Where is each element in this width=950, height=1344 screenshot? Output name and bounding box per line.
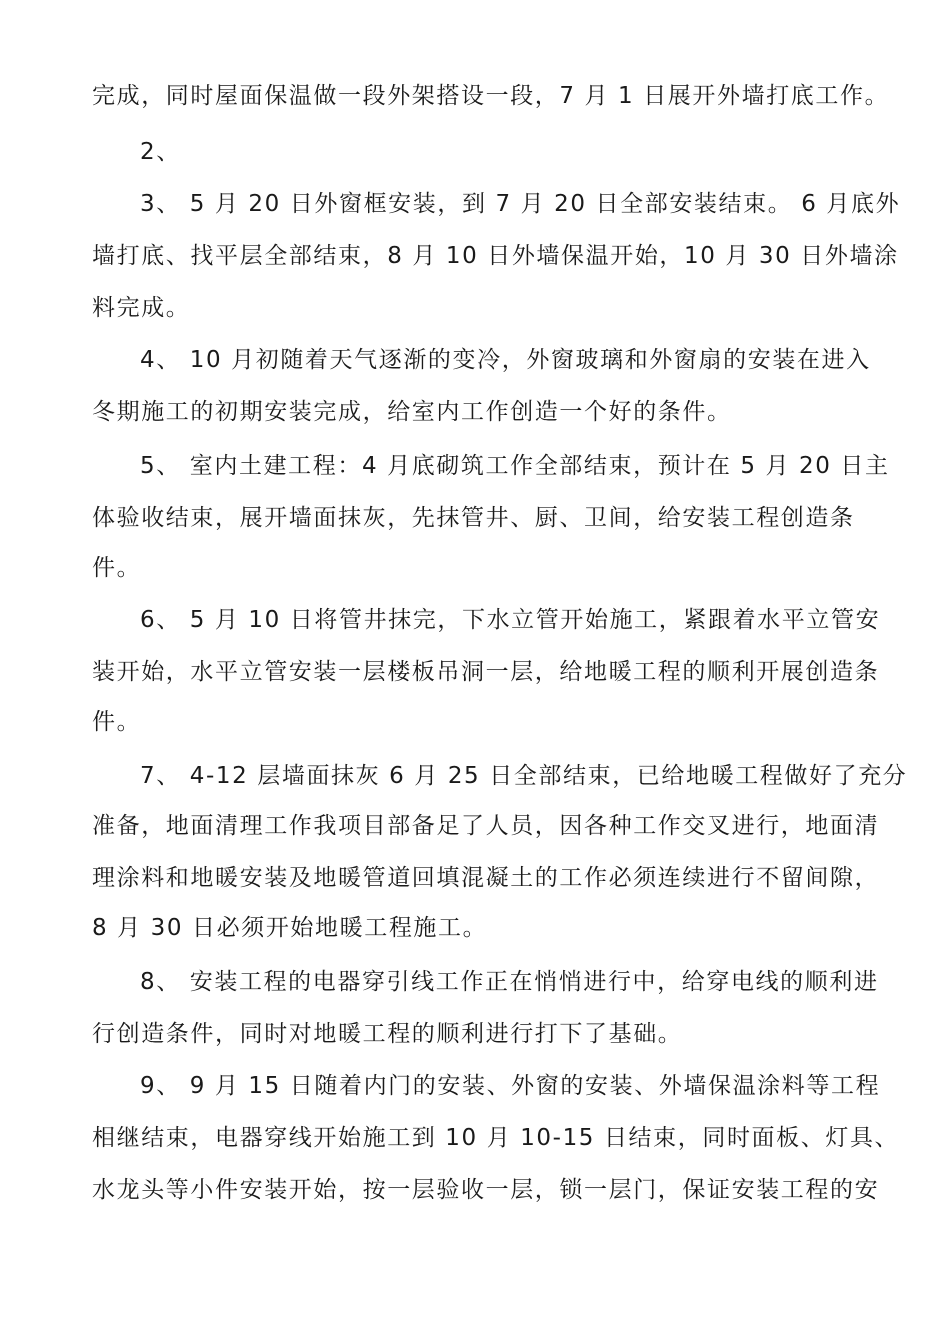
text-line: 体验收结束，展开墙面抹灰，先抹管井、厨、卫间，给安装工程创造条	[92, 505, 855, 531]
text-line: 冬期施工的初期安装完成，给室内工作创造一个好的条件。	[92, 399, 732, 425]
text-line: 件。	[92, 709, 142, 735]
text-line: 5、 室内土建工程：4 月底砌筑工作全部结束，预计在 5 月 20 日主	[140, 453, 890, 479]
text-line: 相继结束，电器穿线开始施工到 10 月 10-15 日结束，同时面板、灯具、	[92, 1125, 900, 1151]
text-line: 准备，地面清理工作我项目部备足了人员，因各种工作交叉进行，地面清	[92, 813, 880, 839]
text-line: 行创造条件，同时对地暖工程的顺利进行打下了基础。	[92, 1021, 683, 1047]
text-line: 理涂料和地暖安装及地暖管道回填混凝土的工作必须连续进行不留间隙，	[92, 865, 880, 891]
text-line: 9、 9 月 15 日随着内门的安装、外窗的安装、外墙保温涂料等工程	[140, 1073, 881, 1099]
text-line: 完成，同时屋面保温做一段外架搭设一段，7 月 1 日展开外墙打底工作。	[92, 83, 890, 109]
text-line: 装开始，水平立管安装一层楼板吊洞一层，给地暖工程的顺利开展创造条	[92, 659, 880, 685]
text-line: 8、 安装工程的电器穿引线工作正在悄悄进行中，给穿电线的顺利进	[140, 969, 879, 995]
text-line: 6、 5 月 10 日将管井抹完，下水立管开始施工，紧跟着水平立管安	[140, 607, 881, 633]
text-line: 料完成。	[92, 295, 191, 321]
text-line: 水龙头等小件安装开始，按一层验收一层，锁一层门，保证安装工程的安	[92, 1177, 880, 1203]
list-item-number: 2、	[140, 139, 181, 165]
text-line: 7、 4-12 层墙面抹灰 6 月 25 日全部结束，已给地暖工程做好了充分	[140, 763, 908, 789]
text-line: 4、 10 月初随着天气逐渐的变冷，外窗玻璃和外窗扇的安装在进入	[140, 347, 871, 373]
text-line: 墙打底、找平层全部结束，8 月 10 日外墙保温开始，10 月 30 日外墙涂	[92, 243, 899, 269]
text-line: 3、 5 月 20 日外窗框安装，到 7 月 20 日全部安装结束。 6 月底外	[140, 191, 901, 217]
text-line: 8 月 30 日必须开始地暖工程施工。	[92, 915, 488, 941]
text-line: 件。	[92, 555, 142, 581]
